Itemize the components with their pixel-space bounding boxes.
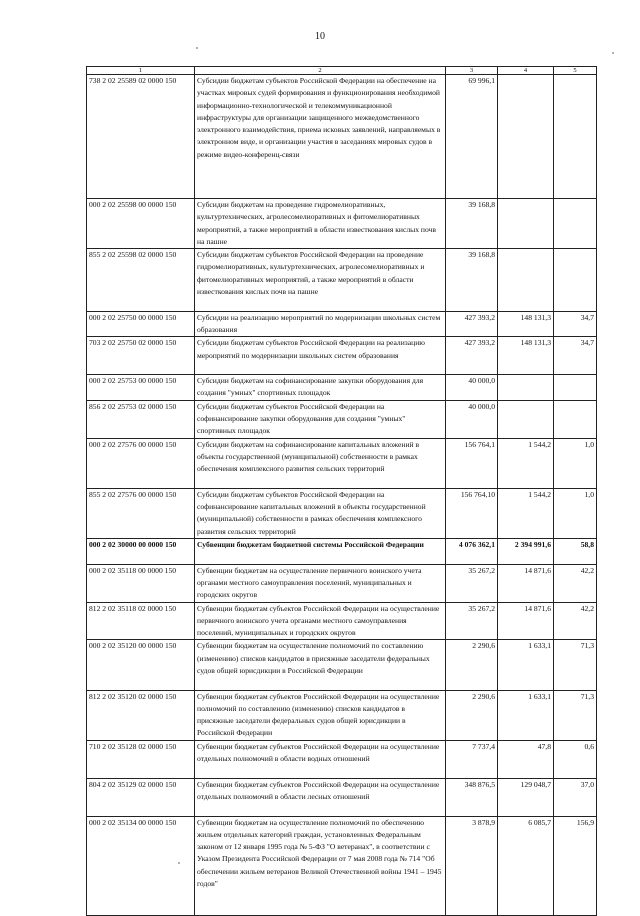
row-code: 703 2 02 25750 02 0000 150 — [87, 337, 195, 375]
row-percent-value: 71,3 — [554, 640, 597, 690]
table-row — [87, 75, 597, 199]
row-percent-value: 0,6 — [554, 740, 597, 778]
row-code: 000 2 02 25753 00 0000 150 — [87, 375, 195, 401]
row-fact-value: 1 544,2 — [498, 438, 554, 488]
row-code: 855 2 02 27576 00 0000 150 — [87, 488, 195, 538]
row-code: 856 2 02 25753 02 0000 150 — [87, 400, 195, 438]
row-name: Субсидии бюджетам субъектов Российской Федерации на реализацию мероприятий по модернизации школьных систем образования — [195, 337, 446, 375]
column-index-4: 4 — [498, 67, 554, 75]
row-name: Субвенции бюджетам на осуществление первичного воинского учета органами местного самоуправления поселений, муниципальных и городских округов — [195, 564, 446, 602]
row-fact-value: 129 048,7 — [498, 778, 554, 816]
row-plan-value: 4 076 362,1 — [446, 539, 498, 565]
page-number: 10 — [315, 31, 325, 42]
row-name: Субвенции бюджетам субъектов Российской Федерации на осуществление полномочий по составлению (изменению) списков кандидатов в присяжные заседатели федеральных судов общей юрисдикции в Российской Федерации — [195, 690, 446, 740]
row-percent-value: 42,2 — [554, 602, 597, 640]
row-name: Субсидии бюджетам на проведение гидромелиоративных, культуртехнических, агролесомелиоративных и фитомелиоративных мероприятий, а также мероприятий в области известкования кислых почв на пашне — [195, 199, 446, 249]
row-fact-value — [498, 199, 554, 249]
table-row — [87, 564, 597, 602]
row-name: Субсидии бюджетам субъектов Российской Федерации на софинансирование закупки оборудования для создания "умных" спортивных площадок — [195, 400, 446, 438]
row-percent-value — [554, 199, 597, 249]
row-plan-value: 156 764,10 — [446, 488, 498, 538]
row-fact-value: 2 394 991,6 — [498, 539, 554, 565]
row-plan-value: 69 996,1 — [446, 75, 498, 199]
row-plan-value: 40 000,0 — [446, 375, 498, 401]
row-plan-value: 35 267,2 — [446, 564, 498, 602]
row-percent-value — [554, 249, 597, 312]
row-fact-value — [498, 249, 554, 312]
row-percent-value — [554, 75, 597, 199]
row-name: Субсидии бюджетам субъектов Российской Федерации на софинансирование капитальных вложений в объекты государственной (муниципальной) собственности в рамках обеспечения комплексного развития сельских территорий — [195, 488, 446, 538]
column-index-1: 1 — [87, 67, 195, 75]
row-plan-value: 7 737,4 — [446, 740, 498, 778]
row-name: Субвенции бюджетам на осуществление полномочий по составлению (изменению) списков кандидатов в присяжные заседатели федеральных судов общей юрисдикции в Российской Федерации — [195, 640, 446, 690]
table-row — [87, 816, 597, 915]
row-name: Субсидии бюджетам субъектов Российской Федерации на обеспечение на участках мировых судей формирования и функционирования необходимой информационно-технологической и телекоммуникационной инфраструктуры для организации защищенного межведомственного электронного взаимодействия, приема исковых заявлений, направляемых в электронном виде, и организации участия в заседаниях мировых судов в режиме видео-конференц-связи — [195, 75, 446, 199]
row-plan-value: 39 168,8 — [446, 199, 498, 249]
row-percent-value: 42,2 — [554, 564, 597, 602]
row-fact-value: 47,8 — [498, 740, 554, 778]
table-row — [87, 311, 597, 337]
row-fact-value: 1 633,1 — [498, 640, 554, 690]
row-plan-value: 39 168,8 — [446, 249, 498, 312]
row-percent-value: 34,7 — [554, 311, 597, 337]
table-row — [87, 539, 597, 565]
row-fact-value: 148 131,3 — [498, 337, 554, 375]
row-code: 000 2 02 35120 00 0000 150 — [87, 640, 195, 690]
row-plan-value: 348 876,5 — [446, 778, 498, 816]
row-percent-value: 58,8 — [554, 539, 597, 565]
table-row — [87, 199, 597, 249]
row-name: Субвенции бюджетам субъектов Российской Федерации на осуществление первичного воинского учета органами местного самоуправления поселений, муниципальных и городских округов — [195, 602, 446, 640]
row-plan-value: 156 764,1 — [446, 438, 498, 488]
row-fact-value: 6 085,7 — [498, 816, 554, 915]
row-name: Субсидии бюджетам субъектов Российской Федерации на проведение гидромелиоративных, культуртехнических, агролесомелиоративных и фитомелиоративных мероприятий, а также мероприятий в области известкования кислых почв на пашне — [195, 249, 446, 312]
scan-speck — [196, 47, 198, 49]
row-percent-value: 34,7 — [554, 337, 597, 375]
row-fact-value: 1 544,2 — [498, 488, 554, 538]
table-row — [87, 249, 597, 312]
row-percent-value — [554, 375, 597, 401]
table-row — [87, 602, 597, 640]
row-code: 812 2 02 35120 02 0000 150 — [87, 690, 195, 740]
row-code: 000 2 02 30000 00 0000 150 — [87, 539, 195, 565]
row-plan-value: 427 393,2 — [446, 311, 498, 337]
table-row — [87, 640, 597, 690]
row-percent-value: 156,9 — [554, 816, 597, 915]
row-name: Субвенции бюджетам субъектов Российской Федерации на осуществление отдельных полномочий в области лесных отношений — [195, 778, 446, 816]
row-plan-value: 3 878,9 — [446, 816, 498, 915]
row-code: 812 2 02 35118 02 0000 150 — [87, 602, 195, 640]
row-fact-value: 1 633,1 — [498, 690, 554, 740]
row-name: Субсидии на реализацию мероприятий по модернизации школьных систем образования — [195, 311, 446, 337]
scan-speck — [612, 52, 614, 54]
budget-table — [86, 66, 597, 916]
row-code: 000 2 02 25750 00 0000 150 — [87, 311, 195, 337]
row-name: Субвенции бюджетам на осуществление полномочий по обеспечению жильем отдельных категорий граждан, установленных Федеральным законом от 12 января 1995 года № 5-ФЗ "О ветеранах", в соответствии с Указом Президента Российской Федерации от 7 мая 2008 года № 714 "Об обеспечении жильем ветеранов Великой Отечественной войны 1941 – 1945 годов" — [195, 816, 446, 915]
row-name: Субвенции бюджетам бюджетной системы Российской Федерации — [195, 539, 446, 565]
row-plan-value: 2 290,6 — [446, 690, 498, 740]
row-fact-value — [498, 400, 554, 438]
column-index-5: 5 — [554, 67, 597, 75]
row-code: 855 2 02 25598 02 0000 150 — [87, 249, 195, 312]
row-fact-value: 14 871,6 — [498, 602, 554, 640]
row-code: 000 2 02 25598 00 0000 150 — [87, 199, 195, 249]
table-row — [87, 375, 597, 401]
row-plan-value: 2 290,6 — [446, 640, 498, 690]
row-percent-value: 37,0 — [554, 778, 597, 816]
table-row — [87, 740, 597, 778]
table-row — [87, 778, 597, 816]
row-code: 738 2 02 25589 02 0000 150 — [87, 75, 195, 199]
row-percent-value: 71,3 — [554, 690, 597, 740]
table-row — [87, 690, 597, 740]
row-fact-value — [498, 75, 554, 199]
row-plan-value: 35 267,2 — [446, 602, 498, 640]
row-percent-value: 1,0 — [554, 438, 597, 488]
row-fact-value: 148 131,3 — [498, 311, 554, 337]
column-index-row — [87, 67, 597, 75]
row-percent-value — [554, 400, 597, 438]
row-name: Субсидии бюджетам на софинансирование капитальных вложений в объекты государственной (муниципальной) собственности в рамках обеспечения комплексного развития сельских территорий — [195, 438, 446, 488]
row-code: 710 2 02 35128 02 0000 150 — [87, 740, 195, 778]
row-name: Субвенции бюджетам субъектов Российской Федерации на осуществление отдельных полномочий в области водных отношений — [195, 740, 446, 778]
table-row — [87, 438, 597, 488]
row-plan-value: 427 393,2 — [446, 337, 498, 375]
table-row — [87, 488, 597, 538]
column-index-2: 2 — [195, 67, 446, 75]
row-plan-value: 40 000,0 — [446, 400, 498, 438]
row-name: Субсидии бюджетам на софинансирование закупки оборудования для создания "умных" спортивных площадок — [195, 375, 446, 401]
row-code: 000 2 02 27576 00 0000 150 — [87, 438, 195, 488]
column-index-3: 3 — [446, 67, 498, 75]
table-row — [87, 400, 597, 438]
row-code: 000 2 02 35118 00 0000 150 — [87, 564, 195, 602]
row-fact-value: 14 871,6 — [498, 564, 554, 602]
budget-table-body — [87, 67, 597, 916]
row-fact-value — [498, 375, 554, 401]
row-percent-value: 1,0 — [554, 488, 597, 538]
table-row — [87, 337, 597, 375]
row-code: 000 2 02 35134 00 0000 150 — [87, 816, 195, 915]
scan-speck — [178, 862, 180, 864]
row-code: 804 2 02 35129 02 0000 150 — [87, 778, 195, 816]
